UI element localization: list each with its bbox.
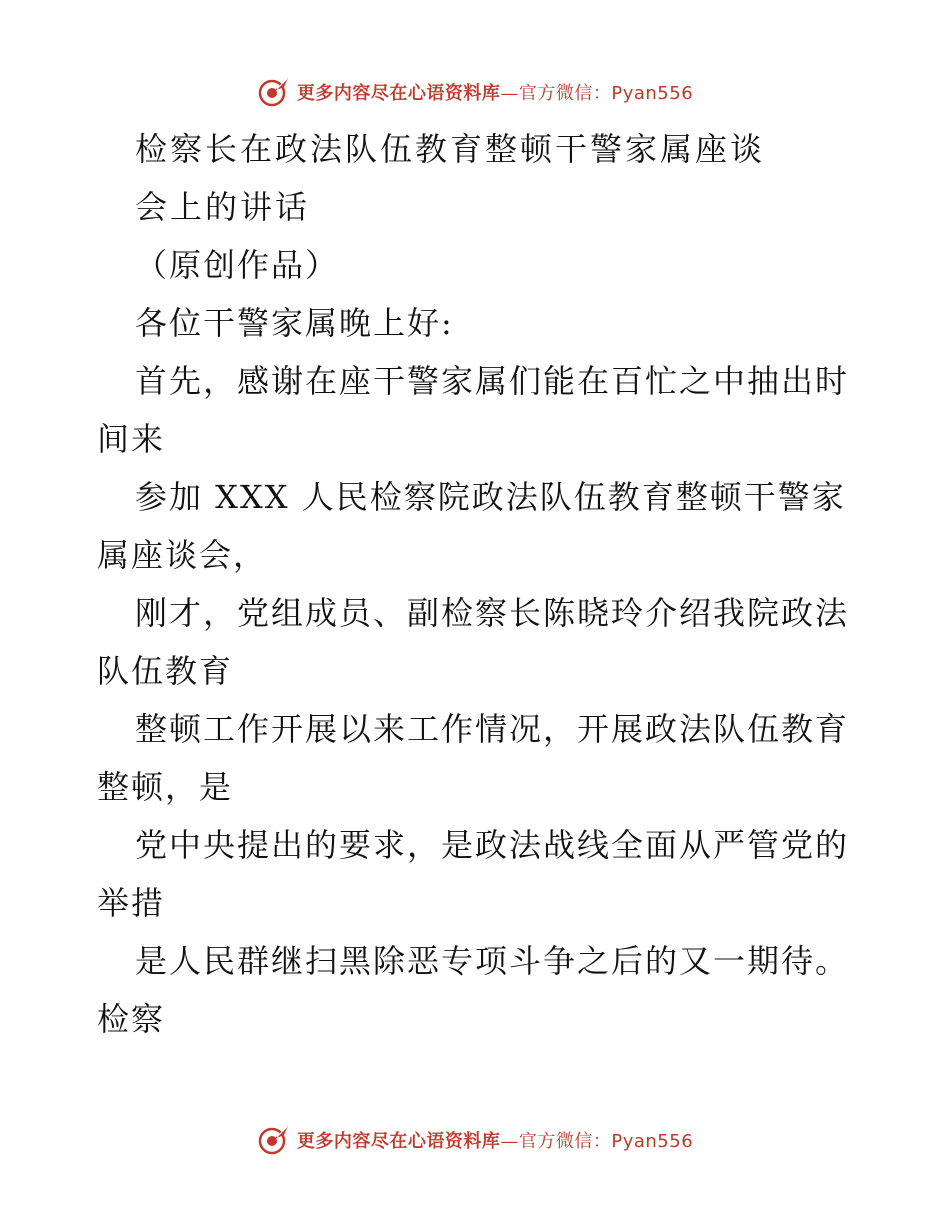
watermark-wechat-label: 官方微信： xyxy=(518,1131,612,1152)
paragraph-6-rest: 检察 xyxy=(97,1000,166,1038)
paragraph-4-rest: 整顿，是 xyxy=(97,768,234,806)
paragraph-6-first: 是人民群继扫黑除恶专项斗争之后的又一期待。 xyxy=(135,942,850,980)
watermark-text xyxy=(297,79,693,105)
watermark-text xyxy=(297,1127,693,1153)
paragraph-1-rest: 间来 xyxy=(97,420,166,458)
paragraph-1-first: 首先，感谢在座干警家属们能在百忙之中抽出时 xyxy=(135,362,850,400)
paragraph-5-rest: 举措 xyxy=(97,884,166,922)
watermark-brand: 更多内容尽在心语资料库 xyxy=(296,1131,501,1152)
quill-logo-icon xyxy=(257,75,291,109)
document-body xyxy=(97,120,857,1048)
watermark-dash: — xyxy=(500,83,519,104)
subtitle: （原创作品） xyxy=(135,246,340,284)
paragraph-5-first: 党中央提出的要求，是政法战线全面从严管党的 xyxy=(135,826,850,864)
watermark-wechat-id: Pyan556 xyxy=(611,1131,694,1152)
paragraph-2-first: 参加 XXX 人民检察院政法队伍教育整顿干警家 xyxy=(135,478,846,516)
salutation: 各位干警家属晚上好: xyxy=(135,304,454,342)
paragraph-3-rest: 队伍教育 xyxy=(97,652,234,690)
title-line-2: 会上的讲话 xyxy=(135,188,311,226)
paragraph-4-first: 整顿工作开展以来工作情况，开展政法队伍教育 xyxy=(135,710,850,748)
paragraph-3-first: 刚才，党组成员、副检察长陈晓玲介绍我院政法 xyxy=(135,594,850,632)
quill-logo-icon xyxy=(257,1123,291,1157)
watermark-brand: 更多内容尽在心语资料库 xyxy=(296,83,501,104)
paragraph-2-rest: 属座谈会， xyxy=(97,536,268,574)
header-watermark xyxy=(0,72,950,112)
title-line-1: 检察长在政法队伍教育整顿干警家属座谈 xyxy=(135,130,766,168)
watermark-wechat-id: Pyan556 xyxy=(611,83,694,104)
watermark-wechat-label: 官方微信： xyxy=(518,83,612,104)
footer-watermark xyxy=(0,1120,950,1160)
watermark-dash: — xyxy=(500,1131,519,1152)
